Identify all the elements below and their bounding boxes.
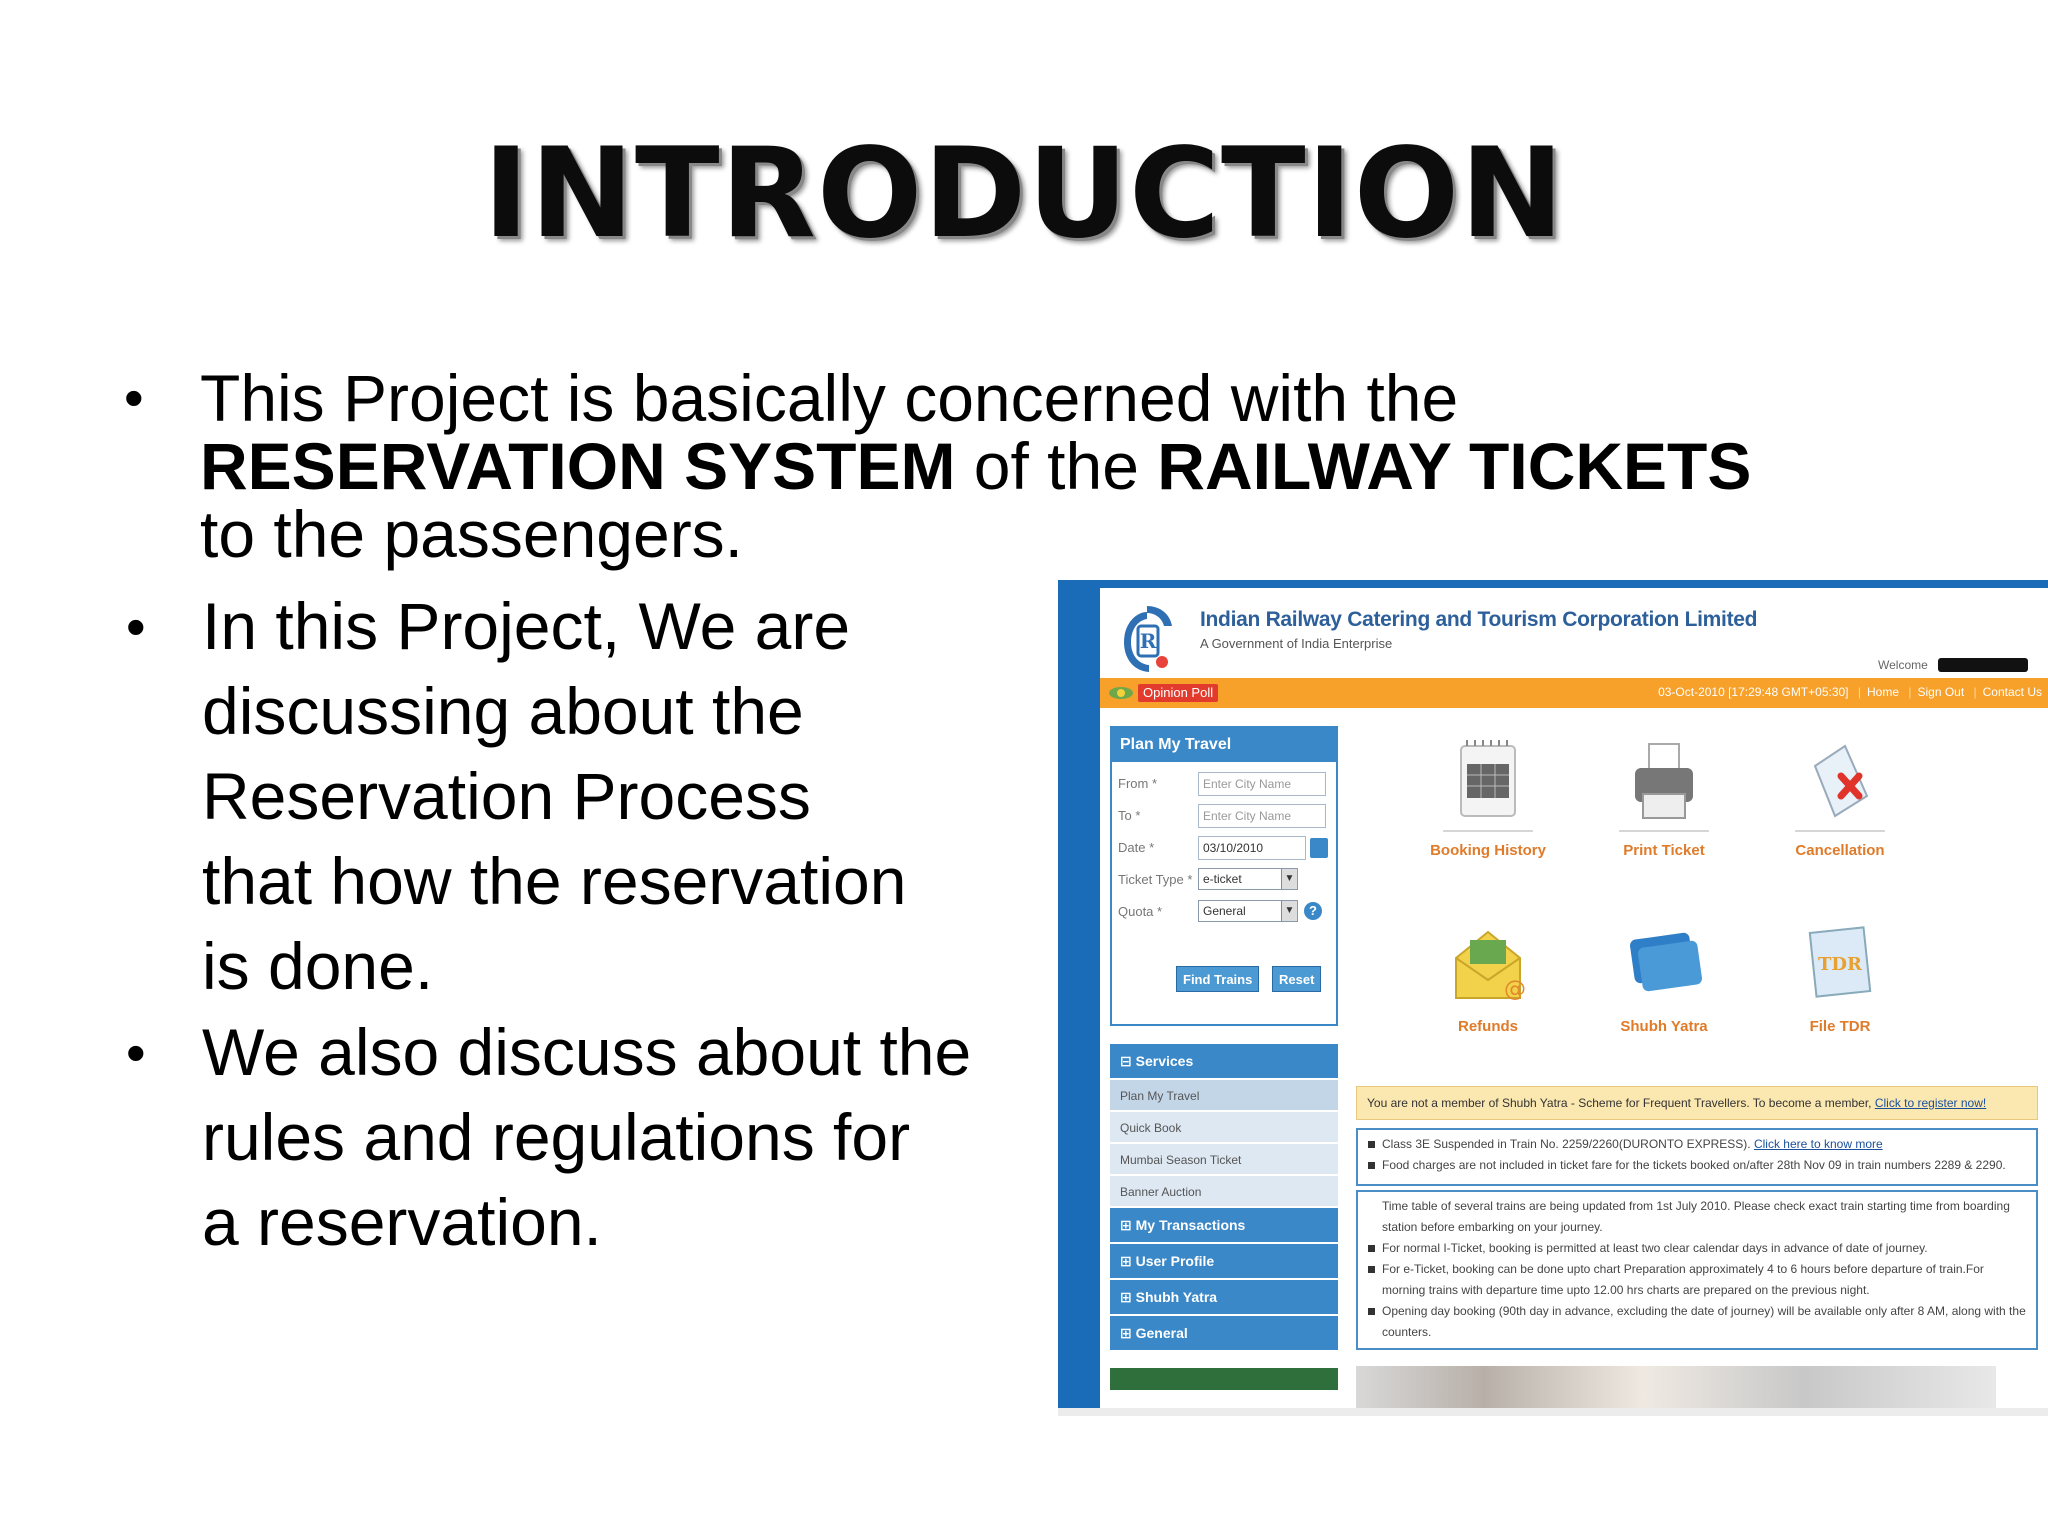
menu-services[interactable]: ⊟ Services [1110, 1044, 1338, 1078]
tile-label: File TDR [1809, 1018, 1871, 1035]
plan-panel-title: Plan My Travel [1112, 728, 1336, 762]
notice-text: You are not a member of Shubh Yatra - Scheme for Frequent Travellers. To become a member, [1367, 1096, 1875, 1110]
irctc-screenshot [1058, 580, 2048, 1416]
shubh-yatra-card-icon [1624, 918, 1704, 1008]
tile-refunds[interactable] [1418, 918, 1558, 1035]
bullet-process-line: In this Project, We are [202, 589, 851, 663]
news-box-rules [1356, 1190, 2038, 1350]
bullet-process-line: that how the reservation [202, 844, 907, 918]
chevron-down-icon: ▼ [1281, 901, 1297, 921]
find-trains-button[interactable]: Find Trains [1176, 966, 1259, 992]
news-intro: Time table of several trains are being updated from 1st July 2010. Please check exact train starting time from boarding station before embarking on your journey. [1382, 1199, 2010, 1234]
news-item: For e-Ticket, booking can be done upto chart Preparation approximately 4 to 6 hours before departure of train.For morning trains with departure time upto 12.00 hrs charts are prepared on the previous night. [1366, 1259, 2028, 1301]
tile-booking-history[interactable] [1418, 736, 1558, 859]
menu-section-label: General [1135, 1325, 1188, 1341]
shubh-yatra-notice [1356, 1086, 2038, 1120]
news-box-alerts [1356, 1128, 2038, 1186]
menu-services-label: Services [1135, 1053, 1194, 1069]
booking-history-icon [1453, 736, 1523, 826]
browser-status-bar [1058, 1408, 2048, 1416]
news-item: For normal I-Ticket, booking is permitted at least two clear calendar days in advance of date of journey. [1366, 1238, 2028, 1259]
poll-icon [1108, 685, 1134, 701]
bold-railway-tickets: RAILWAY TICKETS [1157, 429, 1752, 503]
bullet-process-line: is done. [202, 929, 434, 1003]
tile-cancellation[interactable] [1770, 736, 1910, 859]
refund-envelope-icon [1448, 918, 1528, 1008]
menu-general[interactable]: ⊞ General [1110, 1316, 1338, 1350]
nav-home-link[interactable]: Home [1866, 685, 1899, 699]
news-item: Opening day booking (90th day in advance, excluding the date of journey) will be available only after 8 AM, along with the counters. [1366, 1301, 2028, 1343]
bullet-rules-line: We also discuss about the [202, 1015, 972, 1089]
datetime-text: 03-Oct-2010 [17:29:48 GMT+05:30] [1658, 685, 1849, 699]
irctc-page [1100, 588, 2048, 1408]
printer-icon [1629, 736, 1699, 826]
quota-select[interactable] [1198, 900, 1298, 922]
chevron-down-icon: ▼ [1281, 869, 1297, 889]
help-icon[interactable]: ? [1304, 902, 1322, 920]
welcome-text: Welcome [1878, 658, 1928, 672]
cancel-ticket-icon [1805, 736, 1875, 826]
menu-item-season-ticket[interactable]: Mumbai Season Ticket [1110, 1144, 1338, 1176]
irctc-logo-icon [1116, 602, 1178, 674]
bullet-dot: • [126, 1021, 146, 1084]
from-input[interactable]: Enter City Name [1198, 772, 1326, 796]
bullet-dot: • [126, 595, 146, 658]
plan-my-travel-panel [1110, 726, 1338, 1026]
tile-label: Refunds [1458, 1018, 1518, 1035]
menu-section-label: My Transactions [1135, 1217, 1246, 1233]
bullet-intro [124, 361, 1920, 571]
tile-label: Cancellation [1795, 842, 1885, 859]
to-label: To * [1118, 808, 1141, 823]
top-nav-links: 03-Oct-2010 [17:29:48 GMT+05:30] | Home | Sign Out | Contact Us [1658, 685, 2042, 699]
know-more-link[interactable]: Click here to know more [1753, 1137, 1883, 1151]
menu-footer-bar [1110, 1368, 1338, 1390]
news-item: Food charges are not included in ticket fare for the tickets booked on/after 28th Nov 09 in train numbers 2289 & 2290. [1366, 1155, 2028, 1176]
tile-print-ticket[interactable] [1594, 736, 1734, 859]
side-menu [1110, 1044, 1338, 1390]
site-name: Indian Railway Catering and Tourism Corporation Limited [1200, 608, 1758, 631]
bullet-rules-line: a reservation. [202, 1185, 602, 1259]
date-label: Date * [1118, 840, 1155, 855]
quota-value: General [1203, 904, 1246, 918]
bold-reservation-system: RESERVATION SYSTEM [200, 429, 956, 503]
bullet-process-line: discussing about the [202, 674, 804, 748]
quota-label: Quota * [1118, 904, 1163, 919]
top-nav-bar [1100, 678, 2048, 708]
from-label: From * [1118, 776, 1157, 791]
site-subtitle: A Government of India Enterprise [1200, 636, 1393, 651]
ticket-type-select[interactable] [1198, 868, 1298, 890]
menu-item-plan-my-travel[interactable]: Plan My Travel [1110, 1080, 1338, 1112]
menu-shubh-yatra[interactable]: ⊞ Shubh Yatra [1110, 1280, 1338, 1314]
register-link[interactable]: Click to register now! [1874, 1096, 1987, 1110]
tile-file-tdr[interactable] [1770, 918, 1910, 1035]
svg-text:TDR: TDR [1818, 954, 1862, 975]
bullet-intro-line2 [200, 429, 1920, 503]
menu-section-label: User Profile [1135, 1253, 1215, 1269]
menu-section-label: Shubh Yatra [1135, 1289, 1218, 1305]
menu-item-quick-book[interactable]: Quick Book [1110, 1112, 1338, 1144]
opinion-poll-button[interactable]: Opinion Poll [1138, 684, 1218, 702]
tdr-document-icon [1805, 918, 1875, 1008]
reset-button[interactable]: Reset [1272, 966, 1321, 992]
news-text: Class 3E Suspended in Train No. 2259/2260(DURONTO EXPRESS). [1382, 1137, 1754, 1151]
date-input[interactable]: 03/10/2010 [1198, 836, 1306, 860]
bullet-intro-line1: This Project is basically concerned with the [200, 361, 1459, 435]
menu-item-banner-auction[interactable]: Banner Auction [1110, 1176, 1338, 1208]
nav-signout-link[interactable]: Sign Out [1917, 685, 1965, 699]
bullet-rules-line: rules and regulations for [202, 1100, 911, 1174]
ticket-type-label: Ticket Type * [1118, 872, 1193, 887]
redacted-username [1938, 658, 2028, 672]
svg-text:R: R [1139, 629, 1157, 653]
bullet-process [126, 584, 1042, 1009]
bullet-rules [126, 1010, 1042, 1265]
tile-label: Shubh Yatra [1620, 1018, 1708, 1035]
menu-my-transactions[interactable]: ⊞ My Transactions [1110, 1208, 1338, 1242]
bullet-process-line: Reservation Process [202, 759, 811, 833]
ticket-type-value: e-ticket [1203, 872, 1242, 886]
to-input[interactable]: Enter City Name [1198, 804, 1326, 828]
menu-user-profile[interactable]: ⊞ User Profile [1110, 1244, 1338, 1278]
tile-label: Booking History [1430, 842, 1546, 859]
promo-banner[interactable] [1356, 1366, 1996, 1408]
bullet-intro-line3: to the passengers. [200, 497, 744, 571]
svg-text:@: @ [1504, 977, 1526, 1002]
tile-shubh-yatra[interactable] [1594, 918, 1734, 1035]
nav-contact-link[interactable]: Contact Us [1982, 685, 2042, 699]
news-item [1366, 1134, 2028, 1155]
slide-title: INTRODUCTION [483, 122, 1565, 266]
bullet-intro-mid: of the [955, 429, 1158, 503]
bullet-dot: • [124, 366, 144, 429]
tile-label: Print Ticket [1623, 842, 1705, 859]
calendar-icon[interactable] [1310, 838, 1328, 858]
